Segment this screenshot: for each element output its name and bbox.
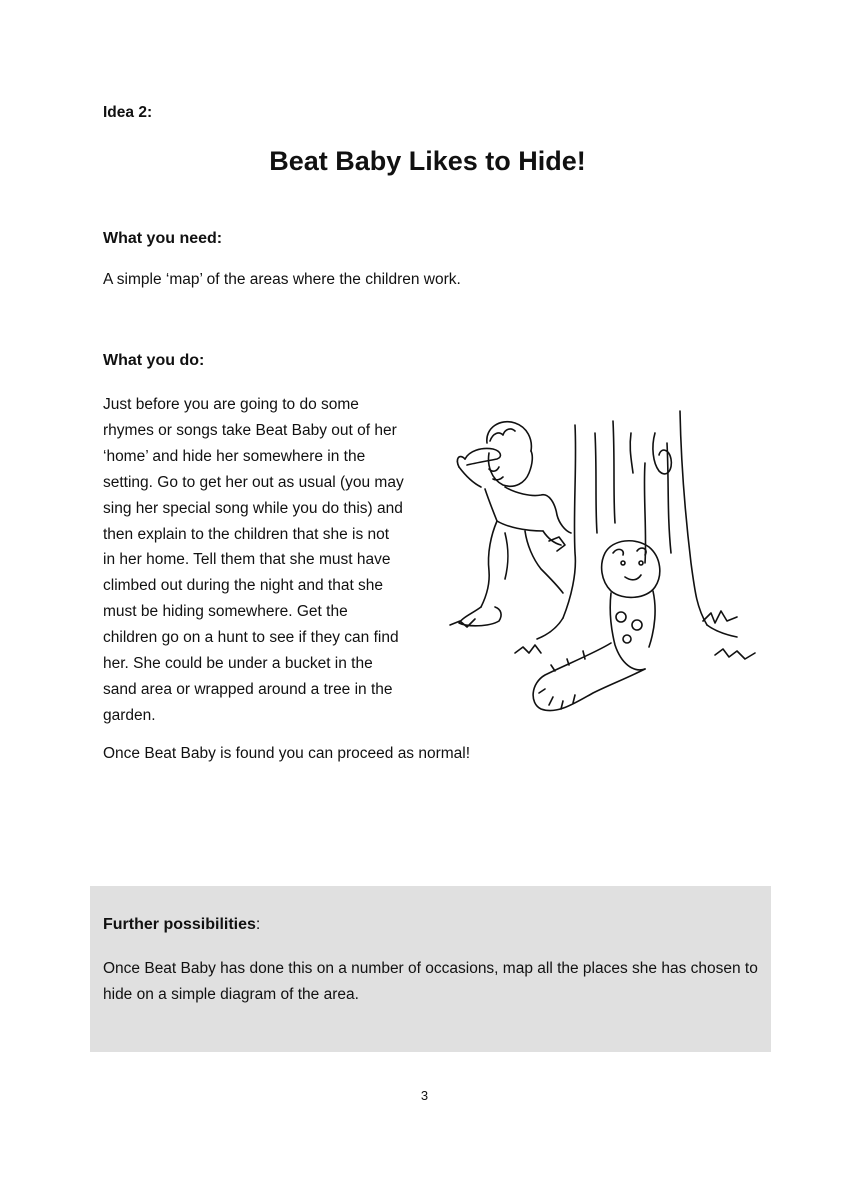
page-number: 3 <box>420 1088 429 1103</box>
text-line: setting. Go to get her out as usual (you may <box>103 473 404 491</box>
further-possibilities-text: Once Beat Baby has done this on a number of occasions, map all the places she has chosen to hide on a simple diagram of the area. <box>103 960 758 1003</box>
text-line: climbed out during the night and that she <box>103 577 384 595</box>
what-you-need-text: A simple ‘map’ of the areas where the children work. <box>103 271 461 288</box>
further-possibilities-box <box>90 886 771 1052</box>
grass <box>450 611 755 659</box>
further-possibilities-heading <box>103 916 260 934</box>
text-line: her. She could be under a bucket in the <box>103 655 373 673</box>
text-line: sing her special song while you do this) and <box>103 499 403 517</box>
beat-baby-figure <box>533 541 660 711</box>
what-you-need-heading: What you need: <box>103 230 223 247</box>
idea-label: Idea 2: <box>103 104 153 121</box>
text-line: Just before you are going to do some <box>103 396 359 413</box>
text-line: rhymes or songs take Beat Baby out of her <box>103 421 397 439</box>
what-you-do-heading: What you do: <box>103 352 205 369</box>
text-line: children go on a hunt to see if they can find <box>103 629 399 647</box>
text-line: ‘home’ and hide her somewhere in the <box>103 447 366 465</box>
tree-trunk <box>537 411 737 639</box>
further-heading-text: Further possibilities <box>103 916 256 933</box>
text-line: sand area or wrapped around a tree in the <box>103 680 393 698</box>
closing-text: Once Beat Baby is found you can proceed as normal! <box>103 745 471 762</box>
text-line: must be hiding somewhere. Get the <box>103 603 348 621</box>
text-line: garden. <box>103 706 156 724</box>
boy-and-beat-baby-illustration <box>445 403 760 721</box>
text-line: then explain to the children that she is not <box>103 525 390 543</box>
further-heading-colon: : <box>255 916 261 933</box>
text-line: in her home. Tell them that she must have <box>103 551 391 569</box>
page-title: Beat Baby Likes to Hide! <box>269 146 586 176</box>
boy-figure <box>457 422 571 626</box>
what-you-do-text <box>103 392 443 729</box>
